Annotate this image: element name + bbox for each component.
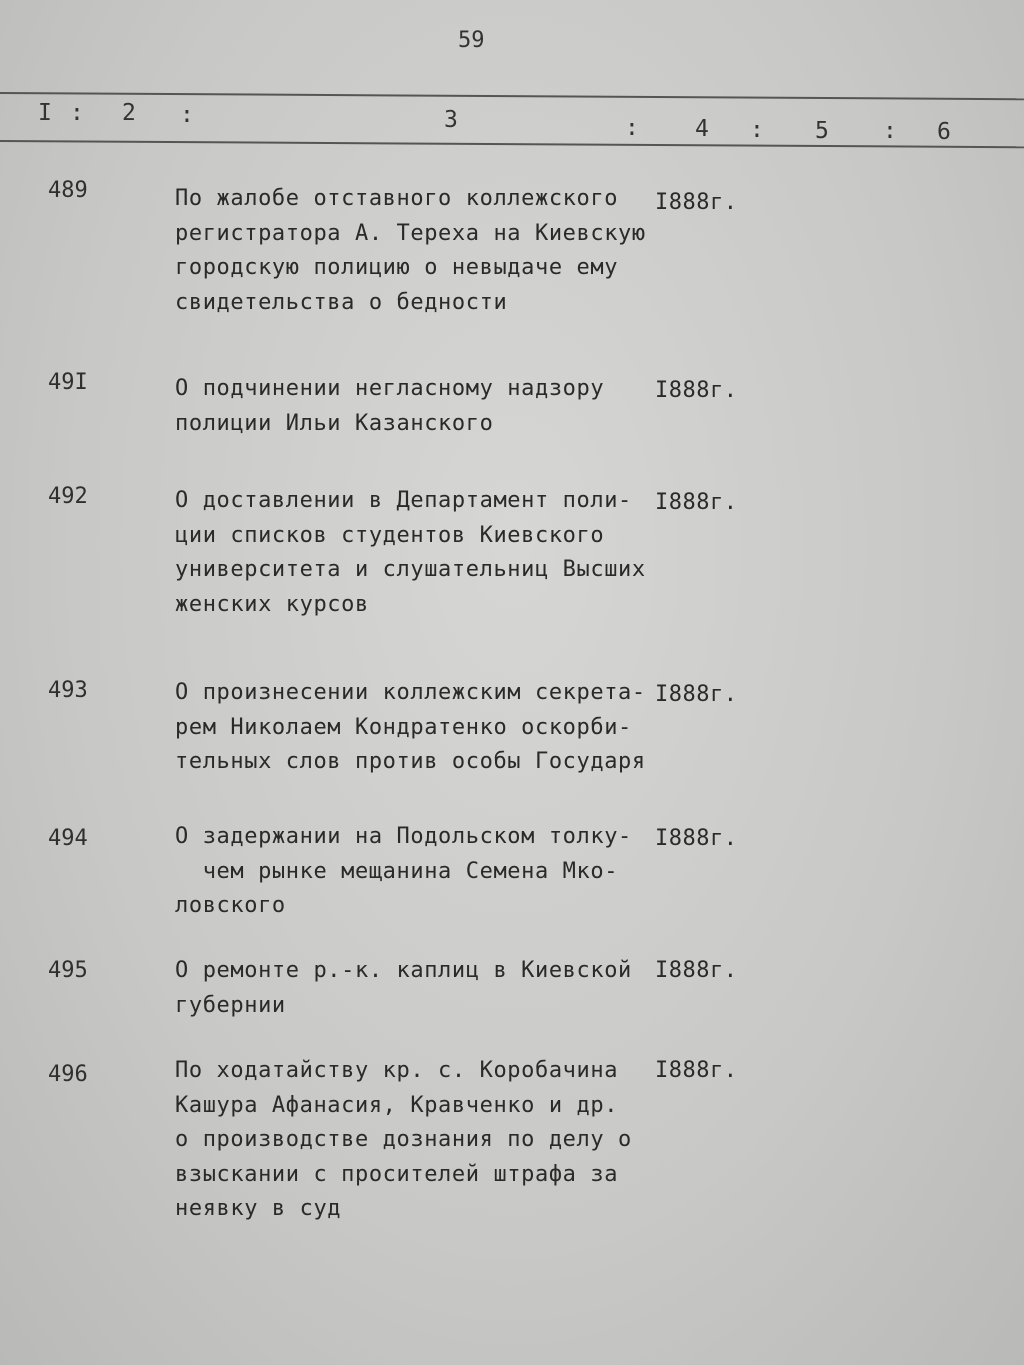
page-number: 59 [458, 28, 485, 53]
entry-line: женских курсов [175, 591, 369, 617]
entry-line: о производстве дознания по делу о [175, 1127, 632, 1152]
entry-line: ловского [175, 893, 286, 918]
entry-line: рем Николаем Кондратенко оскорби- [175, 714, 632, 740]
entry-description [175, 372, 665, 441]
entry-year: I888г. [655, 190, 738, 215]
column-separator: : [625, 115, 639, 141]
column-separator: : [883, 118, 897, 144]
entry-line: О ремонте р.-к. каплиц в Киевской [175, 958, 632, 983]
entry-line: По ходатайству кр. с. Коробачина [175, 1058, 619, 1083]
entry-line: взыскании с просителей штрафа за [175, 1161, 619, 1187]
entry-description [175, 954, 665, 1023]
entry-line: По жалобе отставного коллежского [175, 186, 619, 211]
entry-year: I888г. [655, 958, 738, 983]
entry-line: О задержании на Подольском толку- [175, 824, 632, 849]
entry-number: 493 [48, 678, 88, 703]
column-header-3: 3 [444, 107, 458, 133]
entry-line: неявку в суд [175, 1196, 342, 1221]
entry-line: Кашура Афанасия, Кравченко и др. [175, 1092, 619, 1118]
entry-line: О подчинении негласному надзору [175, 376, 605, 401]
column-header-1: I [38, 100, 52, 126]
entry-line: свидетельства о бедности [175, 289, 508, 315]
column-header-4: 4 [695, 116, 709, 142]
entry-line: регистратора А. Тереха на Киевскую [175, 220, 646, 246]
entry-description [175, 676, 665, 780]
entry-number: 495 [48, 958, 88, 983]
entry-description [175, 820, 665, 924]
entry-line: О произнесении коллежским секрета- [175, 680, 646, 705]
entry-line: чем рынке мещанина Семена Мко- [175, 858, 619, 884]
entry-number: 494 [48, 826, 88, 851]
entry-number: 492 [48, 484, 88, 509]
entry-year: I888г. [655, 490, 738, 515]
entry-year: I888г. [655, 378, 738, 403]
entry-number: 49I [48, 370, 88, 395]
entry-description [175, 182, 665, 320]
entry-year: I888г. [655, 1058, 738, 1083]
column-separator: : [70, 100, 84, 126]
entry-line: полиции Ильи Казанского [175, 410, 494, 436]
entry-year: I888г. [655, 826, 738, 851]
entry-line: О доставлении в Департамент поли- [175, 488, 632, 513]
entry-line: тельных слов против особы Государя [175, 749, 646, 774]
entry-line: ции списков студентов Киевского [175, 522, 605, 548]
entry-number: 489 [48, 178, 88, 203]
column-header-6: 6 [937, 119, 951, 145]
entry-year: I888г. [655, 682, 738, 707]
entry-line: городскую полицию о невыдаче ему [175, 255, 619, 280]
column-header-2: 2 [122, 100, 136, 126]
column-separator: : [750, 117, 764, 143]
entry-number: 496 [48, 1062, 88, 1087]
entry-line: университета и слушательниц Высших [175, 557, 646, 582]
entry-description [175, 484, 665, 622]
column-separator: : [180, 102, 194, 128]
header-rule-bottom [0, 140, 1024, 148]
column-header-5: 5 [815, 118, 829, 144]
header-rule-top [0, 92, 1024, 100]
entry-description [175, 1054, 665, 1227]
entry-line: губернии [175, 992, 286, 1018]
